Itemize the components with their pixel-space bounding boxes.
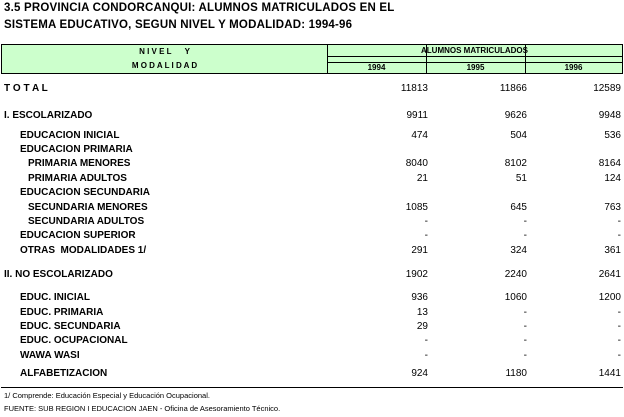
cell-value-1995: -	[523, 335, 527, 346]
header-modalidad: M O D A L I D A D	[131, 61, 198, 70]
cell-value-1994: 924	[411, 368, 428, 379]
row-label: EDUCACION PRIMARIA	[20, 144, 133, 155]
row-label: EDUCACION SUPERIOR	[20, 230, 136, 241]
cell-value-1995: 504	[510, 130, 527, 141]
table-row	[0, 110, 624, 123]
cell-value-1996: -	[617, 230, 621, 241]
cell-value-1996: 1200	[598, 292, 621, 303]
cell-value-1994: 8040	[405, 158, 428, 169]
cell-value-1994: -	[424, 350, 428, 361]
row-label: PRIMARIA MENORES	[28, 158, 131, 169]
cell-value-1996: -	[617, 335, 621, 346]
row-label: SECUNDARIA ADULTOS	[28, 216, 145, 227]
row-label: T O T A L	[4, 83, 48, 94]
table-header	[1, 44, 623, 74]
row-label: EDUCACION SECUNDARIA	[20, 187, 151, 198]
cell-value-1995: 645	[510, 202, 527, 213]
header-year-1996: 1996	[564, 63, 583, 72]
row-label: PRIMARIA ADULTOS	[28, 173, 127, 184]
cell-value-1995: 8102	[504, 158, 527, 169]
cell-value-1996: 124	[604, 173, 621, 184]
cell-value-1994: 13	[416, 307, 428, 318]
table-row	[0, 173, 624, 186]
cell-value-1996: 9948	[598, 110, 621, 121]
row-label: SECUNDARIA MENORES	[28, 202, 148, 213]
table-row	[0, 307, 624, 320]
cell-value-1995: -	[523, 216, 527, 227]
source-note: FUENTE: SUB REGION I EDUCACION JAEN - Oficina de Asesoramiento Técnico.	[4, 404, 281, 413]
table-row	[0, 144, 624, 157]
cell-value-1994: 1085	[405, 202, 428, 213]
table-row	[0, 321, 624, 334]
cell-value-1996: -	[617, 350, 621, 361]
cell-value-1994: 1902	[405, 269, 428, 280]
table-row	[0, 83, 624, 96]
cell-value-1996: -	[617, 216, 621, 227]
table-row	[0, 158, 624, 171]
row-label: EDUC. OCUPACIONAL	[20, 335, 128, 346]
cell-value-1995: -	[523, 230, 527, 241]
cell-value-1996: -	[617, 307, 621, 318]
cell-value-1995: 2240	[504, 269, 527, 280]
table-row	[0, 269, 624, 282]
table-row	[0, 202, 624, 215]
cell-value-1994: 29	[416, 321, 428, 332]
row-label: I. ESCOLARIZADO	[4, 110, 93, 121]
cell-value-1994: 11813	[400, 83, 428, 94]
header-alumnos-matriculados: ALUMNOS MATRICULADOS	[421, 46, 528, 55]
cell-value-1996: 8164	[598, 158, 621, 169]
cell-value-1995: 324	[510, 245, 527, 256]
cell-value-1995: 51	[515, 173, 527, 184]
table-row	[0, 245, 624, 258]
cell-value-1995: -	[523, 307, 527, 318]
table-row	[0, 350, 624, 363]
row-label: II. NO ESCOLARIZADO	[4, 269, 113, 280]
cell-value-1994: 9911	[406, 110, 428, 121]
cell-value-1996: 1441	[598, 368, 621, 379]
row-label: EDUCACION INICIAL	[20, 130, 120, 141]
cell-value-1994: 474	[411, 130, 428, 141]
table-row	[0, 368, 624, 381]
row-label: EDUC. PRIMARIA	[20, 307, 104, 318]
cell-value-1994: 936	[411, 292, 428, 303]
header-year-1995: 1995	[466, 63, 485, 72]
table-row	[0, 292, 624, 305]
cell-value-1996: 12589	[593, 83, 621, 94]
cell-value-1994: -	[424, 216, 428, 227]
cell-value-1996: 361	[604, 245, 621, 256]
cell-value-1995: -	[523, 350, 527, 361]
header-year-1994: 1994	[367, 63, 386, 72]
cell-value-1994: -	[424, 230, 428, 241]
cell-value-1996: 536	[604, 130, 621, 141]
table-row	[0, 230, 624, 243]
table-row	[0, 187, 624, 200]
cell-value-1995: 1060	[504, 292, 527, 303]
cell-value-1996: 763	[604, 202, 621, 213]
page-subtitle: SISTEMA EDUCATIVO, SEGUN NIVEL Y MODALIDAD: 1994-96	[4, 19, 353, 31]
cell-value-1994: -	[424, 335, 428, 346]
row-label: ALFABETIZACION	[20, 368, 108, 379]
cell-value-1994: 21	[416, 173, 428, 184]
row-label: EDUC. INICIAL	[20, 292, 90, 303]
cell-value-1995: -	[523, 321, 527, 332]
cell-value-1995: 11866	[499, 83, 527, 94]
cell-value-1995: 1180	[505, 368, 527, 379]
table-row	[0, 130, 624, 143]
cell-value-1996: -	[617, 321, 621, 332]
row-label: EDUC. SECUNDARIA	[20, 321, 121, 332]
cell-value-1994: 291	[411, 245, 428, 256]
header-nivel: N I V E L Y	[139, 47, 190, 56]
footnote: 1/ Comprende: Educación Especial y Educación Ocupacional.	[4, 391, 210, 400]
table-row	[0, 216, 624, 229]
row-label: WAWA WASI	[20, 350, 80, 361]
cell-value-1996: 2641	[598, 269, 621, 280]
page-title: 3.5 PROVINCIA CONDORCANQUI: ALUMNOS MATRICULADOS EN EL	[4, 2, 395, 14]
cell-value-1995: 9626	[504, 110, 527, 121]
table-bottom-rule	[1, 387, 623, 388]
table-row	[0, 335, 624, 348]
row-label: OTRAS MODALIDADES 1/	[20, 245, 147, 256]
